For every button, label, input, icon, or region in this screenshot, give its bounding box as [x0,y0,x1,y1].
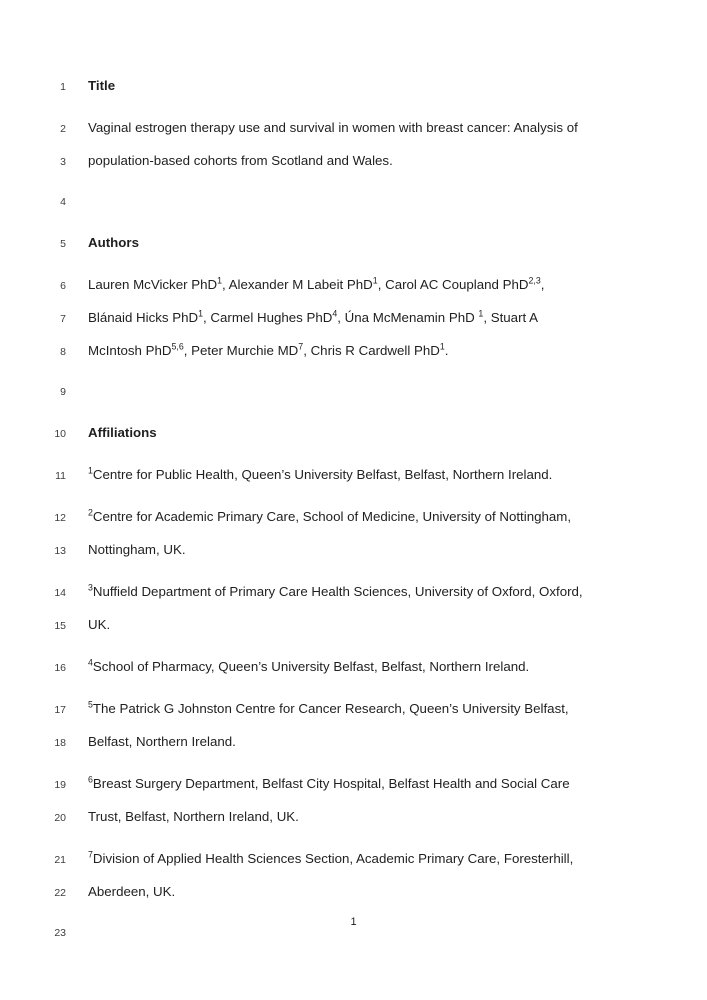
paragraph [0,768,707,834]
affiliation-superscript: 7 [298,341,304,352]
line-row [0,843,707,876]
line-row [0,187,707,218]
line-row [0,417,707,450]
line-text: UK. [88,617,111,632]
line-text: Trust, Belfast, Northern Ireland, UK. [88,809,299,824]
line-number: 1 [60,81,66,93]
line-number: 13 [54,545,66,557]
paragraph [0,70,707,103]
line-row [0,112,707,145]
line-row [0,377,707,408]
line-number: 12 [54,512,66,524]
line-text: Blánaid Hicks PhD$^1$, Carmel Hughes PhD$^4$, Úna McMenamin PhD $^1$, Stuart A [88,308,539,325]
line-row [0,459,707,492]
line-text: Affiliations [88,425,157,440]
line-number: 22 [54,887,66,899]
line-row [0,726,707,759]
line-row [0,227,707,260]
affiliation-superscript: 1 [217,275,222,286]
affiliation-superscript: 1 [439,341,445,352]
line-row [0,651,707,684]
line-number: 5 [60,238,66,250]
line-text: $^5$The Patrick G Johnston Centre for Cancer Research, Queen’s University Belfast, [88,699,569,716]
line-text: Title [88,78,116,93]
paragraph [0,651,707,684]
line-text: Authors [88,235,139,250]
paragraph [0,417,707,450]
line-row [0,534,707,567]
line-number: 19 [54,779,66,791]
affiliation-superscript: 5,6 [171,341,184,352]
line-row [0,269,707,302]
affiliation-superscript: 1 [372,275,378,286]
line-text: population-based cohorts from Scotland and Wales. [88,153,393,168]
paragraph [0,459,707,492]
line-number: 6 [60,280,66,292]
line-row [0,70,707,103]
affiliation-superscript: 5 [88,699,93,710]
line-text: $^3$Nuffield Department of Primary Care Health Sciences, University of Oxford, Oxford, [88,582,583,599]
line-number: 10 [54,428,66,440]
paragraph [0,576,707,642]
line-row [0,609,707,642]
line-row [0,693,707,726]
line-number: 3 [60,156,66,168]
page-number-footer: 1 [350,916,357,928]
affiliation-superscript: 2,3 [528,275,541,286]
affiliation-superscript: 1 [88,465,93,476]
line-number: 15 [54,620,66,632]
paragraph [0,269,707,368]
line-number: 7 [60,313,66,325]
line-text: McIntosh PhD$^{5,6}$, Peter Murchie $MD^7$, Chris R Cardwell PhD$^1$. [88,341,449,358]
line-row [0,768,707,801]
line-row [0,501,707,534]
paragraph [0,112,707,178]
paragraph [0,377,707,408]
line-number: 14 [54,587,66,599]
affiliation-superscript: 4 [88,657,93,668]
line-text: Aberdeen, UK. [88,884,176,899]
line-row [0,576,707,609]
line-text: $^7$Division of Applied Health Sciences Section, Academic Primary Care, Foresterhill, [88,849,574,866]
line-number: 9 [60,386,66,398]
paragraph [0,187,707,218]
line-number: 4 [60,196,66,208]
affiliation-superscript: 7 [88,849,93,860]
line-text: $^4$School of Pharmacy, Queen’s University Belfast, Belfast, Northern Ireland. [88,657,530,674]
line-number: 23 [54,927,66,939]
affiliation-superscript: 1 [198,308,204,319]
line-number: 11 [55,470,66,482]
line-row [0,302,707,335]
line-number: 16 [54,662,66,674]
line-text: Vaginal estrogen therapy use and survival in women with breast cancer: Analysis of [88,120,578,135]
line-number: 18 [54,737,66,749]
paragraph [0,501,707,567]
line-number: 17 [54,704,66,716]
line-text: Nottingham, UK. [88,542,186,557]
line-text: Lauren McVicker PhD$^1$, Alexander M Labeit PhD$^1$, Carol AC Coupland PhD$^{2,3}$, [88,275,545,292]
paragraph [0,227,707,260]
line-text: $^2$Centre for Academic Primary Care, School of Medicine, University of Nottingham, [88,507,572,524]
line-number: 21 [54,854,66,866]
line-row [0,876,707,909]
line-text: $^6$Breast Surgery Department, Belfast City Hospital, Belfast Health and Social Care [88,774,570,791]
affiliation-superscript: 2 [88,507,93,518]
affiliation-superscript: 6 [88,774,93,785]
line-row [0,335,707,368]
line-row [0,145,707,178]
affiliation-superscript: 1 [478,308,484,319]
line-text: Belfast, Northern Ireland. [88,734,236,749]
line-row [0,801,707,834]
line-number: 20 [54,812,66,824]
paragraph [0,843,707,909]
paragraph [0,693,707,759]
affiliation-superscript: 3 [88,582,93,593]
line-number: 8 [60,346,66,358]
line-text: $^1$Centre for Public Health, Queen’s University Belfast, Belfast, Northern Ireland. [88,465,553,482]
line-number: 2 [60,123,66,135]
affiliation-superscript: 4 [332,308,338,319]
